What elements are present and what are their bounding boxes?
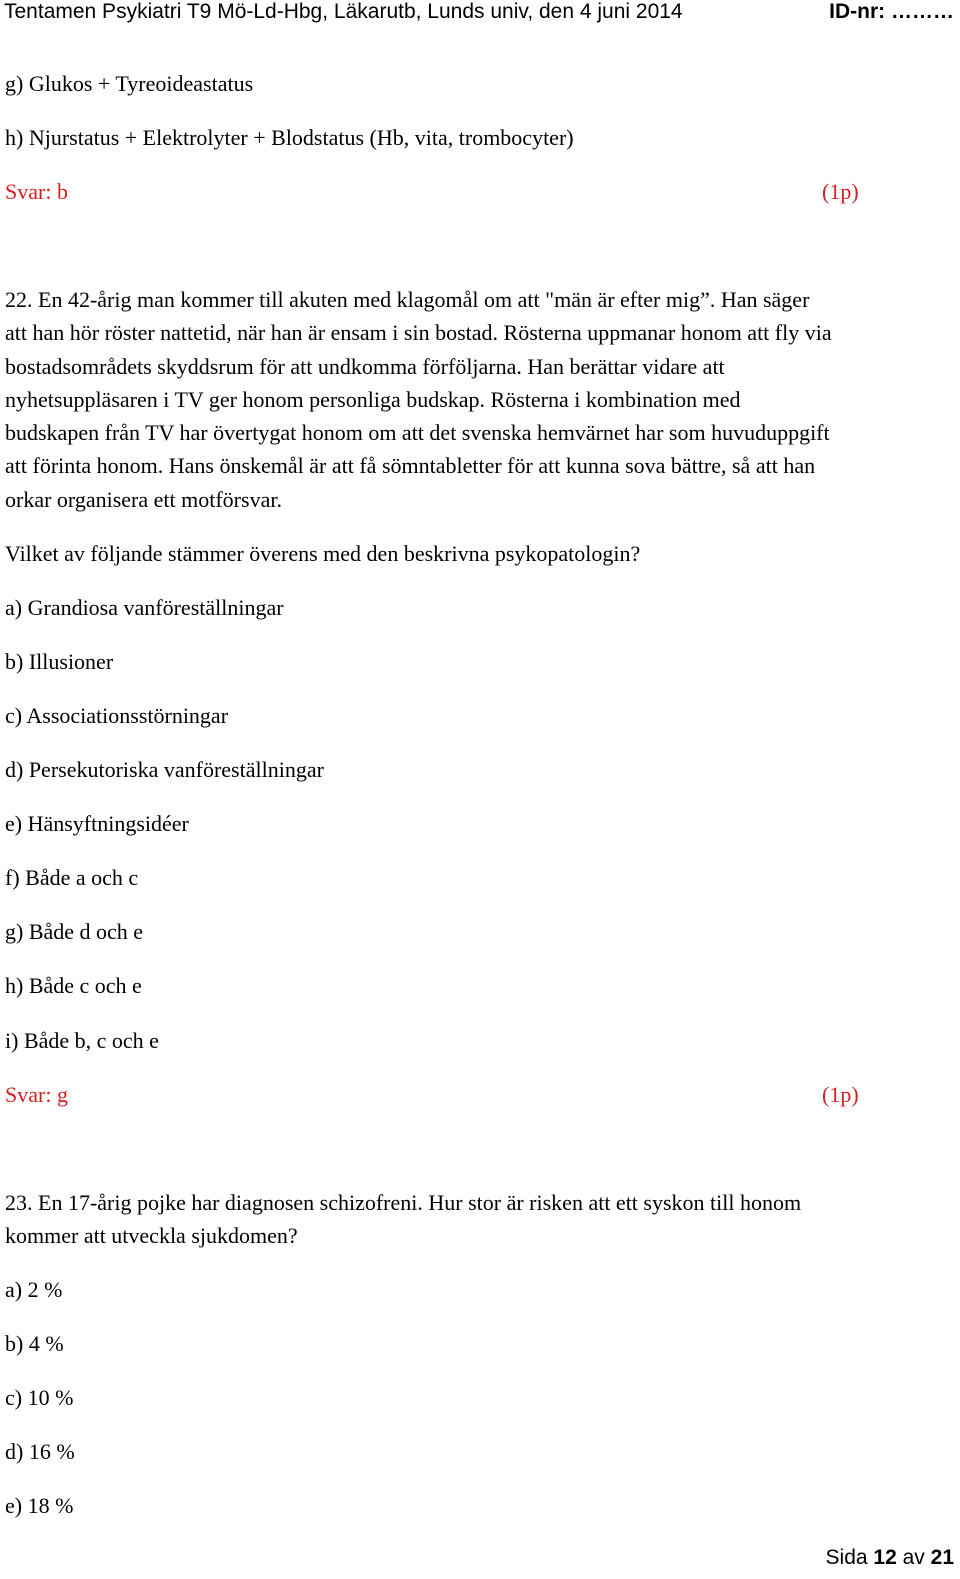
page-number bbox=[826, 1545, 954, 1571]
q22-text-line: att förinta honom. Hans önskemål är att få sömntabletter för att kunna sova bättre, så att han bbox=[5, 453, 816, 479]
id-number-label: ID-nr: ……… bbox=[829, 0, 954, 23]
q23-text-line: kommer att utveckla sjukdomen? bbox=[5, 1223, 298, 1249]
q21-answer: Svar: b bbox=[5, 179, 68, 204]
q22-option-e: e) Hänsyftningsidéer bbox=[5, 811, 189, 836]
q23-text bbox=[5, 1186, 955, 1253]
q23-option-a: a) 2 % bbox=[5, 1277, 63, 1302]
current-page: 12 bbox=[873, 1546, 897, 1569]
q21-points: (1p) bbox=[822, 179, 859, 204]
q22-points: (1p) bbox=[822, 1082, 859, 1107]
q23-option-e: e) 18 % bbox=[5, 1493, 74, 1518]
q22-option-h: h) Både c och e bbox=[5, 973, 142, 998]
q21-option-g: g) Glukos + Tyreoideastatus bbox=[5, 71, 254, 96]
q21-option-h: h) Njurstatus + Elektrolyter + Blodstatus (Hb, vita, trombocyter) bbox=[5, 125, 574, 150]
q22-text bbox=[5, 283, 955, 516]
q22-text-line: budskapen från TV har övertygat honom om att det svenska hemvärnet har som huvuduppgift bbox=[5, 420, 830, 446]
q22-option-g: g) Både d och e bbox=[5, 919, 144, 944]
q23-option-d: d) 16 % bbox=[5, 1439, 75, 1464]
q22-text-line: orkar organisera ett motförsvar. bbox=[5, 486, 282, 512]
q22-option-b: b) Illusioner bbox=[5, 649, 114, 674]
q22-option-c: c) Associationsstörningar bbox=[5, 703, 229, 728]
exam-title: Tentamen Psykiatri T9 Mö-Ld-Hbg, Läkarutb, Lunds univ, den 4 juni 2014 bbox=[4, 0, 683, 23]
q22-text-line: att han hör röster nattetid, när han är ensam i sin bostad. Rösterna uppmanar honom att fly via bbox=[5, 320, 832, 346]
q23-text-line: 23. En 17-årig pojke har diagnosen schizofreni. Hur stor är risken att ett syskon till honom bbox=[5, 1190, 802, 1215]
q23-option-c: c) 10 % bbox=[5, 1385, 74, 1410]
q22-question: Vilket av följande stämmer överens med den beskrivna psykopatologin? bbox=[5, 541, 641, 566]
q22-text-line: bostadsområdets skyddsrum för att undkomma förföljarna. Han berättar vidare att bbox=[5, 353, 725, 379]
q22-option-f: f) Både a och c bbox=[5, 865, 139, 890]
page-label: Sida bbox=[825, 1546, 868, 1569]
page-header bbox=[4, 0, 954, 24]
q23-option-b: b) 4 % bbox=[5, 1331, 64, 1356]
q22-option-i: i) Både b, c och e bbox=[5, 1028, 159, 1053]
q22-text-line: nyhetsuppläsaren i TV ger honom personliga budskap. Rösterna i kombination med bbox=[5, 386, 741, 412]
q22-option-a: a) Grandiosa vanföreställningar bbox=[5, 595, 284, 620]
q22-option-d: d) Persekutoriska vanföreställningar bbox=[5, 757, 324, 782]
q22-answer: Svar: g bbox=[5, 1082, 68, 1107]
total-pages: 21 bbox=[930, 1546, 954, 1569]
q22-text-line: 22. En 42-årig man kommer till akuten med klagomål om att "män är efter mig”. Han säger bbox=[5, 287, 810, 312]
page-of-label: av bbox=[902, 1546, 925, 1569]
